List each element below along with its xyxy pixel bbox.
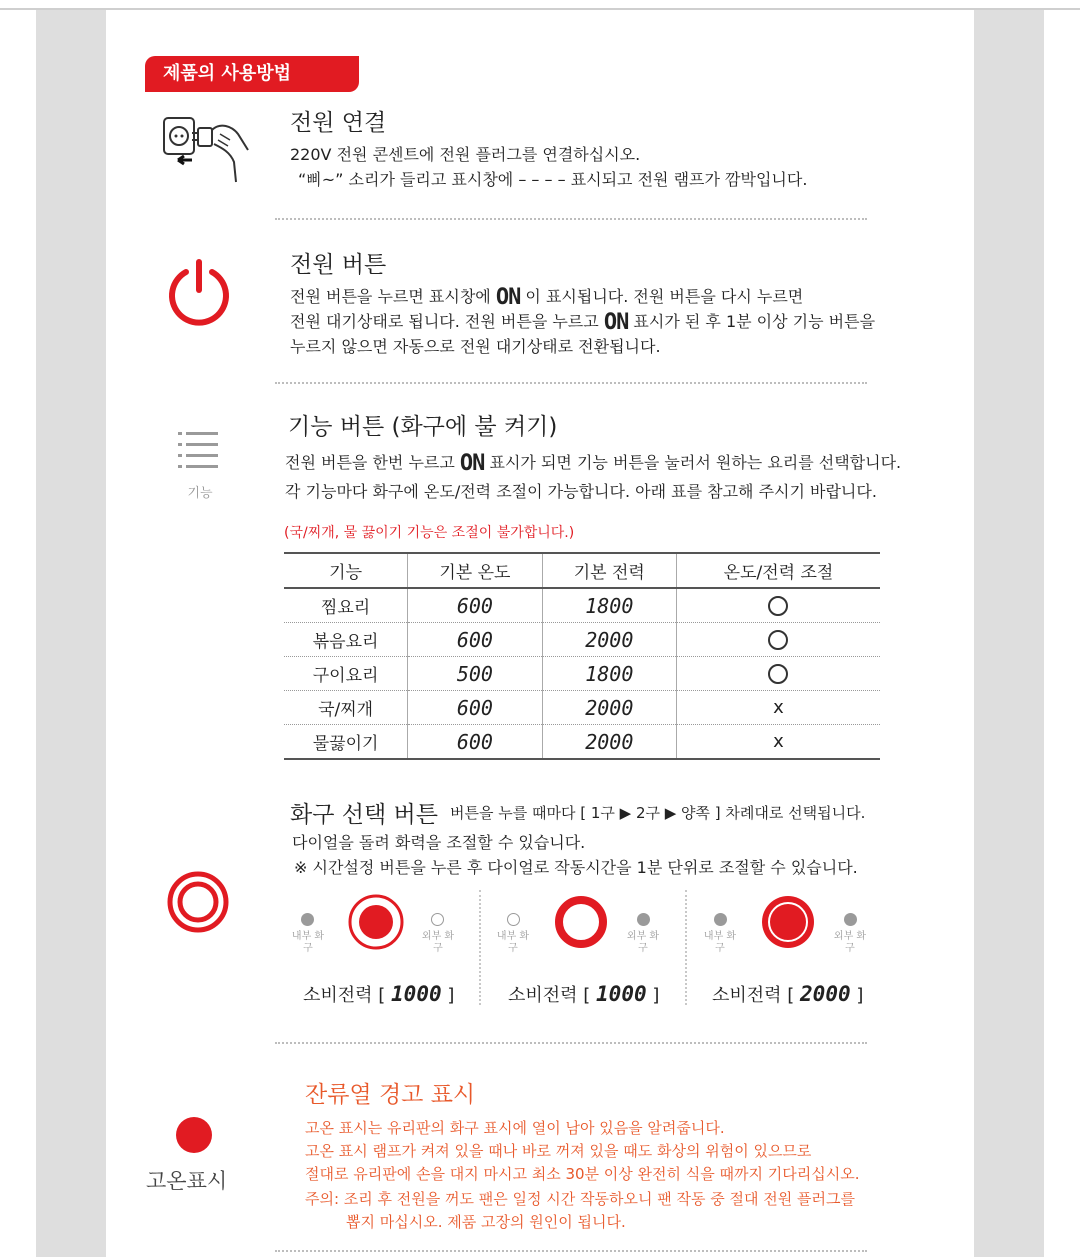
col-temp: 기본 온도 <box>408 553 542 588</box>
function-table <box>284 552 880 760</box>
cell-temp: 600 <box>408 623 542 657</box>
cell-temp: 600 <box>408 725 542 760</box>
hot-indicator-label: 고온표시 <box>146 1169 228 1193</box>
cell-function: 국/찌개 <box>284 691 408 725</box>
cell-temp: 600 <box>408 588 542 623</box>
col-function: 기능 <box>284 553 408 588</box>
power-button-line3: 누르지 않으면 자동으로 전원 대기상태로 전환됩니다. <box>290 337 661 356</box>
col-power: 기본 전력 <box>542 553 676 588</box>
power-icon <box>166 258 232 326</box>
table-row <box>284 588 880 623</box>
residual-heat-caution-cont: 뽑지 마십시오. 제품 고장의 원인이 됩니다. <box>346 1213 626 1231</box>
cell-power: 2000 <box>542 691 676 725</box>
residual-heat-line1: 고온 표시는 유리판의 화구 표시에 열이 남아 있음을 알려줍니다. <box>305 1119 725 1137</box>
power-caption-suffix: ] <box>856 985 864 1006</box>
inner-indicator-off <box>507 913 520 926</box>
cell-function: 물끓이기 <box>284 725 408 760</box>
outer-indicator-on <box>844 913 857 926</box>
residual-heat-caution: 주의: 조리 후 전원을 꺼도 팬은 일정 시간 작동하오니 팬 작동 중 절대 전원 플러그를 <box>305 1190 855 1208</box>
outer-indicator-off <box>431 913 444 926</box>
outer-indicator-on <box>637 913 650 926</box>
table-row <box>284 623 880 657</box>
burner-select-title: 화구 선택 버튼 <box>290 802 438 828</box>
right-margin <box>974 10 1044 1257</box>
table-row <box>284 657 880 691</box>
power-button-line2b: 표시가 된 후 1분 이상 기능 버튼을 <box>633 312 876 331</box>
panel-divider <box>479 890 481 1005</box>
burner-outer-icon <box>552 893 610 951</box>
power-value: 2000 <box>800 982 851 1006</box>
burner-both-icon <box>759 893 817 951</box>
power-caption <box>508 981 659 1007</box>
cell-function: 볶음요리 <box>284 623 408 657</box>
on-display-symbol: ON <box>459 451 485 476</box>
cell-adjust <box>676 588 880 623</box>
power-connect-line2: “삐~” 소리가 들리고 표시창에 – – – – 표시되고 전원 램프가 깜박입니다. <box>298 170 808 189</box>
function-button-line2: 각 기능마다 화구에 온도/전력 조절이 가능합니다. 아래 표를 참고해 주시기 바랍니다. <box>285 482 877 501</box>
power-caption-prefix: 소비전력 [ <box>508 985 591 1006</box>
function-note: (국/찌개, 물 끓이기 기능은 조절이 불가합니다.) <box>284 525 575 541</box>
outer-burner-label: 외부 화구 <box>833 931 867 954</box>
table-row <box>284 691 880 725</box>
power-button-title: 전원 버튼 <box>290 252 387 278</box>
inner-indicator-on <box>714 913 727 926</box>
cell-function: 찜요리 <box>284 588 408 623</box>
adjustable-circle-icon <box>768 630 788 650</box>
cell-power: 2000 <box>542 623 676 657</box>
function-button-title: 기능 버튼 (화구에 불 켜기) <box>288 414 558 440</box>
adjustable-circle-icon <box>768 664 788 684</box>
burner-select-line3: ※ 시간설정 버튼을 누른 후 다이얼로 작동시간을 1분 단위로 조절할 수 있습니다. <box>294 858 858 877</box>
power-button-line1b: 이 표시됩니다. 전원 버튼을 다시 누르면 <box>525 287 804 306</box>
power-caption-suffix: ] <box>652 985 660 1006</box>
function-button-line1 <box>285 450 901 476</box>
not-adjustable-mark: x <box>773 697 784 718</box>
cell-temp: 600 <box>408 691 542 725</box>
power-caption <box>303 981 454 1007</box>
power-connect-line1: 220V 전원 콘센트에 전원 플러그를 연결하십시오. <box>290 145 641 164</box>
adjustable-circle-icon <box>768 596 788 616</box>
top-border <box>0 8 1080 10</box>
cell-power: 1800 <box>542 588 676 623</box>
divider <box>275 218 867 220</box>
burner-select-line2: 다이얼을 돌려 화력을 조절할 수 있습니다. <box>292 833 586 852</box>
cell-power: 2000 <box>542 725 676 760</box>
on-display-symbol: ON <box>495 285 521 310</box>
divider <box>275 382 867 384</box>
divider <box>275 1042 867 1044</box>
power-button-line1 <box>290 284 803 310</box>
inner-burner-label: 내부 화구 <box>291 931 325 954</box>
burner-select-icon <box>166 870 230 934</box>
inner-indicator-on <box>301 913 314 926</box>
power-caption-prefix: 소비전력 [ <box>712 985 795 1006</box>
function-button-line1b: 표시가 되면 기능 버튼을 눌러서 원하는 요리를 선택합니다. <box>489 453 902 472</box>
on-display-symbol: ON <box>603 310 629 335</box>
cell-adjust <box>676 623 880 657</box>
power-caption-suffix: ] <box>447 985 455 1006</box>
section-badge: 제품의 사용방법 <box>145 56 359 92</box>
outer-burner-label: 외부 화구 <box>626 931 660 954</box>
left-margin <box>36 10 106 1257</box>
not-adjustable-mark: x <box>773 731 784 752</box>
power-value: 1000 <box>391 982 442 1006</box>
residual-heat-line2: 고온 표시 램프가 켜져 있을 때나 바로 꺼져 있을 때도 화상의 위험이 있으므로 <box>305 1142 812 1160</box>
power-button-line2 <box>290 309 875 335</box>
panel-divider <box>685 890 687 1005</box>
table-header-row <box>284 553 880 588</box>
cell-power: 1800 <box>542 657 676 691</box>
residual-heat-title: 잔류열 경고 표시 <box>305 1082 476 1108</box>
cell-function: 구이요리 <box>284 657 408 691</box>
burner-inner-icon <box>347 893 405 951</box>
power-caption-prefix: 소비전력 [ <box>303 985 386 1006</box>
cell-adjust <box>676 725 880 760</box>
power-button-line2a: 전원 대기상태로 됩니다. 전원 버튼을 누르고 <box>290 312 599 331</box>
function-button-line1a: 전원 버튼을 한번 누르고 <box>285 453 455 472</box>
hot-indicator-icon <box>176 1117 212 1153</box>
outer-burner-label: 외부 화구 <box>421 931 455 954</box>
burner-select-inline: 버튼을 누를 때마다 [ 1구 ▶ 2구 ▶ 양쪽 ] 차례대로 선택됩니다. <box>450 804 866 822</box>
menu-list-icon <box>178 430 220 472</box>
divider <box>275 1250 867 1252</box>
plug-in-icon <box>158 112 258 194</box>
inner-burner-label: 내부 화구 <box>496 931 530 954</box>
cell-adjust <box>676 691 880 725</box>
power-caption <box>712 981 863 1007</box>
function-icon-label: 기능 <box>187 486 213 501</box>
power-value: 1000 <box>596 982 647 1006</box>
inner-burner-label: 내부 화구 <box>703 931 737 954</box>
residual-heat-line3: 절대로 유리판에 손을 대지 마시고 최소 30분 이상 완전히 식을 때까지 기다리십시오. <box>305 1165 860 1183</box>
col-adjust: 온도/전력 조절 <box>676 553 880 588</box>
cell-temp: 500 <box>408 657 542 691</box>
cell-adjust <box>676 657 880 691</box>
table-row <box>284 725 880 760</box>
power-button-line1a: 전원 버튼을 누르면 표시창에 <box>290 287 491 306</box>
power-connect-title: 전원 연결 <box>290 110 387 136</box>
